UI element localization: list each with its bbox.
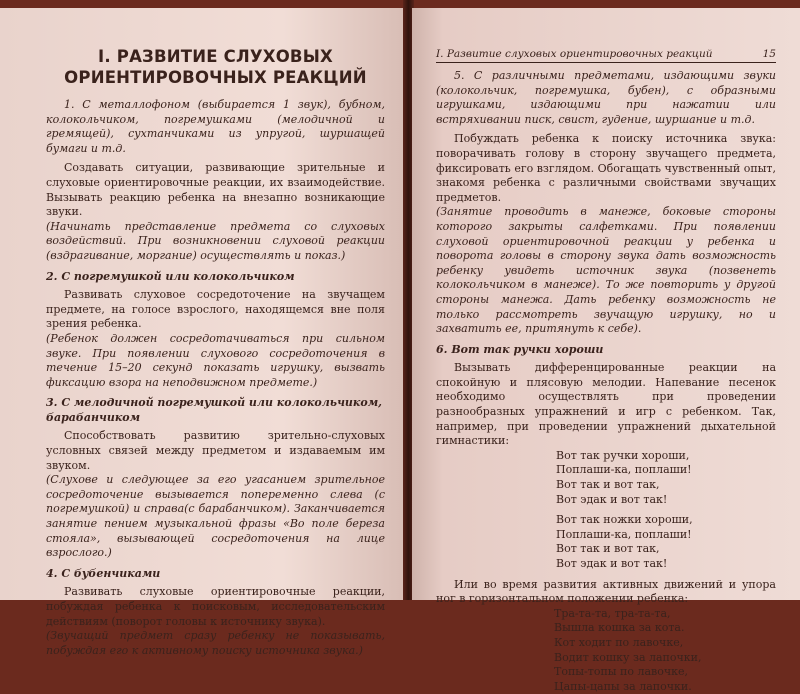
verse-line: Топы-топы по лавочке, bbox=[554, 665, 689, 679]
verse-line: Вот так и вот так, bbox=[556, 478, 660, 492]
section-3-heading: 3. С мелодичной погремушкой или колокольчиком, барабанчиком bbox=[46, 396, 382, 424]
verse-line: Вот так ручки хороши, bbox=[556, 448, 690, 462]
verse-line: Кот ходит по лавочке, bbox=[554, 635, 684, 649]
verse-line: Поплаши-ка, поплаши! bbox=[556, 527, 692, 541]
verse-line: Вот так и вот так, bbox=[556, 542, 660, 556]
section-6-body: Вызывать дифференцированные реакции на спокойную и плясовую мелодии. Напевание песенок необходимо осуществлять при проведении разнообразных упражнений и игр с ребенком. Так, например, при проведении упражнений дыхательной гимнастики: bbox=[436, 361, 776, 448]
verse-1 bbox=[436, 449, 776, 507]
bridge-text: Или во время развития активных движений и упора ног в горизонтальном положении ребенка: bbox=[436, 577, 776, 606]
left-page bbox=[0, 8, 405, 657]
section-5-heading: 5. С различными предметами, издающими звуки (колокольчик, погремушка, бубен), с образными игрушками, издающими при нажатии или встряхивании писк, свист, гудение, шуршание и т.д. bbox=[436, 69, 776, 126]
section-1-body: Создавать ситуации, развивающие зрительные и слуховые ориентировочные реакции, их взаимодействие. Вызывать реакцию ребенка на внезапно возникающие звуки. bbox=[46, 161, 385, 219]
section-2-body: Развивать слуховое сосредоточение на звучащем предмете, на голосе взрослого, находящемся вне поля зрения ребенка. bbox=[46, 288, 385, 331]
section-2-heading: 2. С погремушкой или колокольчиком bbox=[46, 269, 295, 283]
section-3 bbox=[46, 396, 385, 561]
verse-3 bbox=[436, 607, 776, 694]
verse-line: Тра-та-та, тра-та-та, bbox=[554, 606, 671, 620]
section-3-note: (Слухове и следующее за его угасанием зрительное сосредоточение вызывается попеременно слева (с погремушкой) и справа(с барабанчиком). Заканчивается занятие пением музыкальной фразы «Во поле береза стояла», вызывающей сосредоточения на лице взрослого.) bbox=[46, 473, 385, 560]
section-4-heading: 4. С бубенчиками bbox=[46, 566, 161, 580]
chapter-title-line-2: ОРИЕНТИРОВОЧНЫХ РЕАКЦИЙ bbox=[64, 68, 367, 87]
chapter-title-line-1: I. РАЗВИТИЕ СЛУХОВЫХ bbox=[98, 47, 333, 66]
verse-2 bbox=[436, 513, 776, 571]
section-4-note: (Звучащий предмет сразу ребенку не показывать, побуждая его к активному поиску источника звука.) bbox=[46, 629, 385, 657]
section-3-body: Способствовать развитию зрительно-слуховых условных связей между предметом и издаваемым им звуком. bbox=[46, 429, 385, 472]
section-5-body: Побуждать ребенка к поиску источника звука: поворачивать голову в сторону звучащего предмета, фиксировать его взглядом. Обогащать чувственный опыт, знакомя ребенка с различными свойствами звучащих предметов. bbox=[436, 132, 776, 204]
page-number: 15 bbox=[762, 48, 776, 60]
section-4 bbox=[46, 567, 385, 659]
right-page bbox=[412, 8, 800, 693]
chapter-title bbox=[46, 46, 385, 88]
section-1 bbox=[46, 98, 385, 264]
running-head bbox=[436, 48, 776, 63]
section-1-heading: 1. С металлофоном (выбирается 1 звук), бубном, колокольчиком, погремушками (мелодичной и гремящей), сухтанчиками из упругой, шуршащей бумаги и т.д. bbox=[46, 98, 385, 155]
verse-line: Вот эдак и вот так! bbox=[556, 557, 668, 570]
section-6 bbox=[436, 343, 776, 694]
section-2 bbox=[46, 270, 385, 391]
verse-line: Цапы-цапы за лапочки. bbox=[554, 679, 692, 693]
verse-line: Водит кошку за лапочки, bbox=[554, 650, 702, 664]
section-1-note: (Начинать представление предмета со слуховых воздействий. При возникновении слуховой реакции (вздрагивание, моргание) осуществлять и показ.) bbox=[46, 219, 385, 262]
verse-line: Вот так ножки хороши, bbox=[556, 513, 693, 527]
section-4-body: Развивать слуховые ориентировочные реакции, побуждая ребенка к поисковым, исследовательским действиям (поворот головы к источнику звука). bbox=[46, 585, 385, 628]
verse-line: Вот эдак и вот так! bbox=[556, 492, 668, 506]
section-2-note: (Ребенок должен сосредотачиваться при сильном звуке. При появлении слухового сосредоточения в течение 15–20 секунд показать игрушку, вызвать фиксацию взора на неподвижном предмете.) bbox=[46, 331, 385, 389]
verse-line: Поплаши-ка, поплаши! bbox=[556, 463, 692, 477]
section-5 bbox=[436, 69, 776, 337]
verse-line: Вышла кошка за кота. bbox=[554, 621, 685, 635]
running-head-title: I. Развитие слуховых ориентировочных реакций bbox=[436, 48, 713, 60]
section-6-heading: 6. Вот так ручки хороши bbox=[436, 342, 604, 356]
section-5-note: (Занятие проводить в манеже, боковые стороны которого закрыты салфетками. При появлении слуховой ориентировочной реакции у ребенка и поворота головы в сторону звука дать возможность ребенку увидеть источник звука (позвенеть колокольчиком в манеже). То же повторить у другой стороны манежа. Дать ребенку возможность не только рассмотреть звучащую игрушку, но и захватить ее, притянуть к себе). bbox=[436, 205, 776, 336]
